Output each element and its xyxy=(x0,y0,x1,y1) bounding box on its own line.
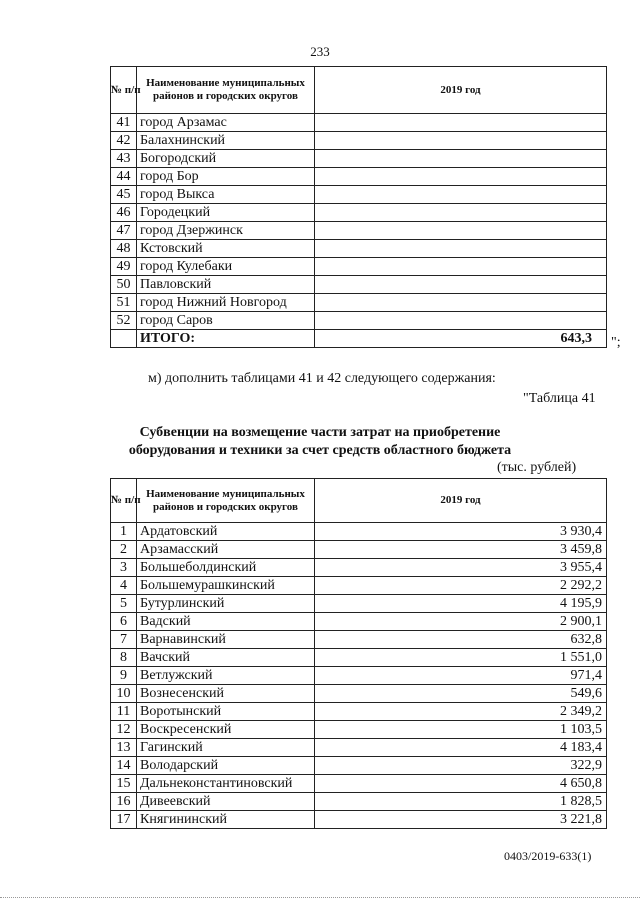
row-value: 1 103,5 xyxy=(315,721,607,739)
table-row xyxy=(111,649,607,667)
row-value: 2 900,1 xyxy=(315,613,607,631)
row-number: 4 xyxy=(111,577,137,595)
row-value xyxy=(315,258,607,276)
row-number: 43 xyxy=(111,150,137,168)
row-number: 50 xyxy=(111,276,137,294)
row-name: Бутурлинский xyxy=(137,595,315,613)
row-name: Большеболдинский xyxy=(137,559,315,577)
row-number: 16 xyxy=(111,793,137,811)
row-number: 2 xyxy=(111,541,137,559)
row-value xyxy=(315,204,607,222)
row-name: город Кулебаки xyxy=(137,258,315,276)
row-number: 3 xyxy=(111,559,137,577)
table-row xyxy=(111,631,607,649)
row-number: 17 xyxy=(111,811,137,829)
table-row xyxy=(111,577,607,595)
row-name: город Дзержинск xyxy=(137,222,315,240)
table-row xyxy=(111,132,607,150)
row-number: 6 xyxy=(111,613,137,631)
row-value xyxy=(315,168,607,186)
row-number: 11 xyxy=(111,703,137,721)
row-value xyxy=(315,132,607,150)
row-name: Княгининский xyxy=(137,811,315,829)
row-number: 10 xyxy=(111,685,137,703)
row-value: 632,8 xyxy=(315,631,607,649)
row-value: 3 459,8 xyxy=(315,541,607,559)
page-number: 233 xyxy=(310,44,330,59)
row-number: 46 xyxy=(111,204,137,222)
table-row xyxy=(111,613,607,631)
row-value xyxy=(315,294,607,312)
row-name: Вадский xyxy=(137,613,315,631)
footer-divider xyxy=(0,897,640,898)
amendment-instruction: м) дополнить таблицами 41 и 42 следующего содержания: xyxy=(148,371,496,386)
row-value: 2 292,2 xyxy=(315,577,607,595)
table-row xyxy=(111,240,607,258)
table-row xyxy=(111,186,607,204)
table-body xyxy=(111,523,607,829)
row-number: 45 xyxy=(111,186,137,204)
table-row xyxy=(111,168,607,186)
row-name: Городецкий xyxy=(137,204,315,222)
row-name: Ардатовский xyxy=(137,523,315,541)
row-value: 322,9 xyxy=(315,757,607,775)
table-row xyxy=(111,204,607,222)
row-value: 3 930,4 xyxy=(315,523,607,541)
closing-quote: "; xyxy=(611,335,621,350)
row-number: 52 xyxy=(111,312,137,330)
row-number: 48 xyxy=(111,240,137,258)
total-row xyxy=(111,330,607,348)
row-value xyxy=(315,150,607,168)
table-row xyxy=(111,114,607,132)
table-row xyxy=(111,150,607,168)
row-name: Дивеевский xyxy=(137,793,315,811)
row-number: 5 xyxy=(111,595,137,613)
row-value: 1 551,0 xyxy=(315,649,607,667)
column-header-name: Наименование муниципальных районов и городских округов xyxy=(137,67,315,114)
table-title xyxy=(0,424,640,460)
row-name: Володарский xyxy=(137,757,315,775)
row-number: 14 xyxy=(111,757,137,775)
table-caption: "Таблица 41 xyxy=(523,391,596,406)
unit-label: (тыс. рублей) xyxy=(497,460,577,475)
subsidy-table xyxy=(110,478,607,829)
row-value xyxy=(315,186,607,204)
row-number: 1 xyxy=(111,523,137,541)
row-value: 549,6 xyxy=(315,685,607,703)
row-number: 7 xyxy=(111,631,137,649)
document-code: 0403/2019-633(1) xyxy=(504,849,592,863)
table-row xyxy=(111,721,607,739)
row-number: 44 xyxy=(111,168,137,186)
table-row xyxy=(111,667,607,685)
row-name: город Выкса xyxy=(137,186,315,204)
row-value: 2 349,2 xyxy=(315,703,607,721)
table-row xyxy=(111,559,607,577)
column-header-number: № п/п xyxy=(111,479,137,523)
table-row xyxy=(111,258,607,276)
row-name: Варнавинский xyxy=(137,631,315,649)
row-name: город Бор xyxy=(137,168,315,186)
row-number: 12 xyxy=(111,721,137,739)
row-number: 13 xyxy=(111,739,137,757)
row-value xyxy=(315,312,607,330)
table-title-line-1: Субвенции на возмещение части затрат на приобретение xyxy=(139,425,501,440)
allocation-table-continued xyxy=(110,66,607,348)
row-value: 971,4 xyxy=(315,667,607,685)
row-value: 3 221,8 xyxy=(315,811,607,829)
table-row xyxy=(111,703,607,721)
table-row xyxy=(111,222,607,240)
row-number: 15 xyxy=(111,775,137,793)
row-name: город Нижний Новгород xyxy=(137,294,315,312)
row-name: Вознесенский xyxy=(137,685,315,703)
row-value: 4 650,8 xyxy=(315,775,607,793)
row-name: город Саров xyxy=(137,312,315,330)
row-number: 41 xyxy=(111,114,137,132)
row-number: 8 xyxy=(111,649,137,667)
row-name: Кстовский xyxy=(137,240,315,258)
row-name: Вачский xyxy=(137,649,315,667)
row-value: 4 183,4 xyxy=(315,739,607,757)
table-body xyxy=(111,114,607,330)
row-name: Павловский xyxy=(137,276,315,294)
column-header-year: 2019 год xyxy=(315,479,607,523)
row-name: Богородский xyxy=(137,150,315,168)
row-value: 3 955,4 xyxy=(315,559,607,577)
table-row xyxy=(111,757,607,775)
total-value: 643,3 xyxy=(315,330,607,348)
table-row xyxy=(111,541,607,559)
table-title-line-2: оборудования и техники за счет средств областного бюджета xyxy=(128,443,512,458)
row-value xyxy=(315,114,607,132)
row-value: 1 828,5 xyxy=(315,793,607,811)
row-number: 49 xyxy=(111,258,137,276)
row-name: Дальнеконстантиновский xyxy=(137,775,315,793)
row-number: 9 xyxy=(111,667,137,685)
row-name: Арзамасский xyxy=(137,541,315,559)
row-name: Воротынский xyxy=(137,703,315,721)
row-number: 51 xyxy=(111,294,137,312)
column-header-name: Наименование муниципальных районов и городских округов xyxy=(137,479,315,523)
total-number-cell xyxy=(111,330,137,348)
table-row xyxy=(111,775,607,793)
row-value: 4 195,9 xyxy=(315,595,607,613)
table-row xyxy=(111,276,607,294)
table-row xyxy=(111,595,607,613)
row-name: Ветлужский xyxy=(137,667,315,685)
row-value xyxy=(315,276,607,294)
table-header-row xyxy=(111,67,607,114)
row-value xyxy=(315,240,607,258)
total-label: ИТОГО: xyxy=(137,330,315,348)
table-row xyxy=(111,294,607,312)
row-number: 47 xyxy=(111,222,137,240)
row-name: Гагинский xyxy=(137,739,315,757)
column-header-number: № п/п xyxy=(111,67,137,114)
row-name: Балахнинский xyxy=(137,132,315,150)
table-row xyxy=(111,811,607,829)
row-value xyxy=(315,222,607,240)
table-header-row xyxy=(111,479,607,523)
table-row xyxy=(111,312,607,330)
table-row xyxy=(111,685,607,703)
row-name: Воскресенский xyxy=(137,721,315,739)
row-name: город Арзамас xyxy=(137,114,315,132)
table-row xyxy=(111,739,607,757)
row-number: 42 xyxy=(111,132,137,150)
column-header-year: 2019 год xyxy=(315,67,607,114)
table-row xyxy=(111,523,607,541)
table-row xyxy=(111,793,607,811)
row-name: Большемурашкинский xyxy=(137,577,315,595)
